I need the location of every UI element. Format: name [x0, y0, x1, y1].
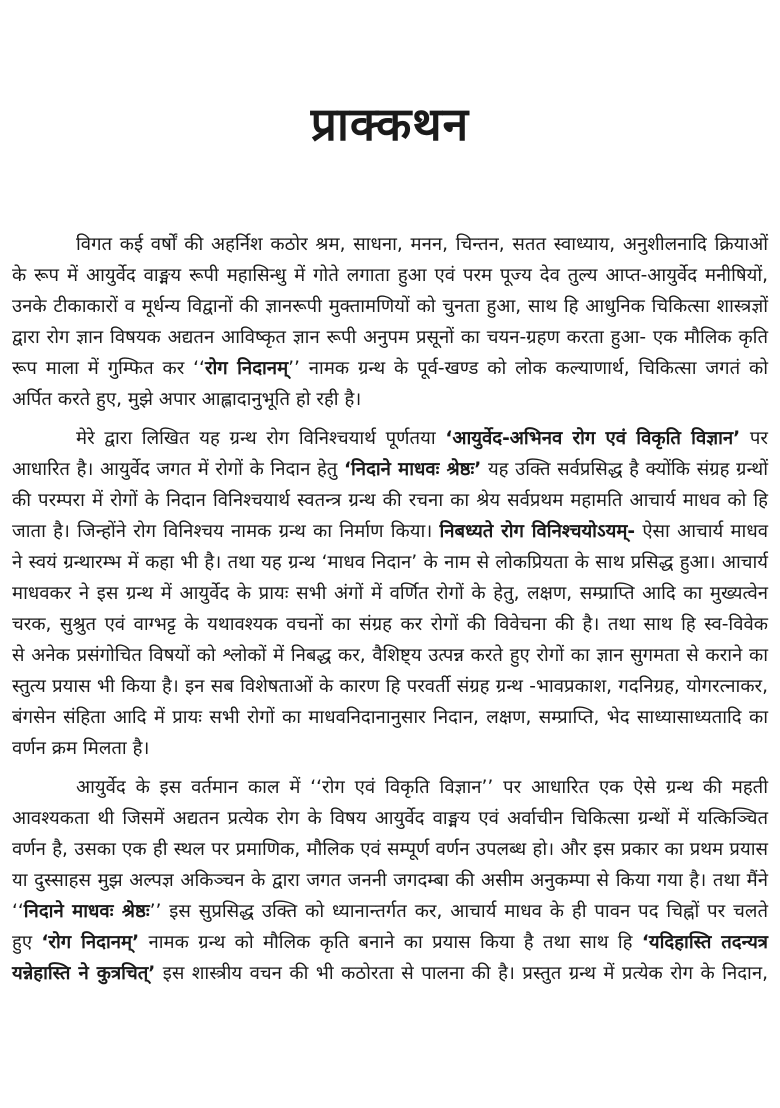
- paragraph: [12, 423, 768, 764]
- document-body: [12, 229, 768, 997]
- text: विगत कई वर्षों की अहर्निश कठोर श्रम, साधना, मनन, चिन्तन, सतत स्वाध्याय, अनुशीलनादि क्रियाओं: [76, 234, 768, 255]
- bold-text: ‘यदिहास्ति तदन्यत्र: [641, 932, 769, 953]
- text: उनके टीकाकारों व मूर्धन्य विद्वानों की ज्ञानरूपी मुक्तामणियों को चुनता हुआ, साथ हि आधुनिक चिकित्सा शास्त्रज्ञों: [12, 296, 768, 317]
- text: ‘‘: [12, 901, 24, 922]
- text: यह उक्ति सर्वप्रसिद्ध है क्योंकि संग्रह ग्रन्थों: [481, 459, 768, 480]
- text-line: [12, 485, 768, 516]
- bold-text: ‘रोग निदानम्’: [41, 932, 140, 953]
- text: पर: [740, 428, 768, 449]
- text: हुए: [12, 932, 42, 953]
- text-line: [12, 353, 768, 384]
- text-line: [12, 578, 768, 609]
- text-line: [12, 896, 768, 927]
- text-line: [12, 260, 768, 291]
- text: रूप माला में गुम्फित कर ‘‘: [12, 358, 205, 379]
- text: या दुस्साहस मुझ अल्पज्ञ अकिञ्चन के द्वारा जगत जननी जगदम्बा की असीम अनुकम्पा से किया गया है। तथा मैंने: [12, 870, 768, 891]
- text-line: [12, 640, 768, 671]
- text: आवश्यकता थी जिसमें अद्यतन प्रत्येक रोग के विषय आयुर्वेद वाङ्मय एवं अर्वाचीन चिकित्सा ग्रन्थों में यत्किञ्चित: [12, 808, 768, 829]
- text-line: [12, 927, 768, 958]
- text: के रूप में आयुर्वेद वाङ्मय रूपी महासिन्धु में गोते लगाता हुआ एवं परम पूज्य देव तुल्य आप्त-आयुर्वेद मनीषियों,: [12, 265, 768, 286]
- text-line: [12, 384, 768, 415]
- text: अर्पित करते हुए, मुझे अपार आह्लादानुभूति हो रही है।: [12, 389, 362, 410]
- text: चरक, सुश्रुत एवं वाग्भट्ट के यथावश्यक वचनों का संग्रह कर रोगों की विवेचना की है। तथा साथ हि स्व-विवेक: [12, 614, 768, 635]
- text: द्वारा रोग ज्ञान विषयक अद्यतन आविष्कृत ज्ञान रूपी अनुपम प्रसूनों का चयन-ग्रहण करता हुआ- एक मौलिक कृति: [12, 327, 768, 348]
- paragraph: [12, 772, 768, 989]
- text-line: [12, 958, 768, 989]
- text-line: [12, 733, 768, 764]
- text: से अनेक प्रसंगोचित विषयों को श्लोकों में निबद्ध कर, वैशिष्ट्य उत्पन्न करते हुए रोगों का ज्ञान सुगमता से कराने का: [12, 645, 768, 666]
- text: जाता है। जिन्होंने रोग विनिश्चय नामक ग्रन्थ का निर्माण किया।: [12, 521, 440, 542]
- text: की परम्परा में रोगों के निदान विनिश्चयार्थ स्वतन्त्र ग्रन्थ की रचना का श्रेय सर्वप्रथम महामति आचार्य माधव को हि: [12, 490, 768, 511]
- text-line: [12, 671, 768, 702]
- text-line: [12, 834, 768, 865]
- text-line: [12, 516, 768, 547]
- text: इस शास्त्रीय वचन की भी कठोरता से पालना की है। प्रस्तुत ग्रन्थ में प्रत्येक रोग के निदान,: [155, 963, 768, 984]
- bold-text: यन्नेहास्ति ने कुत्रचित्’: [12, 963, 156, 984]
- text-line: [12, 702, 768, 733]
- text-line: [12, 803, 768, 834]
- text: स्तुत्य प्रयास भी किया है। इन सब विशेषताओं के कारण हि परवर्ती संग्रह ग्रन्थ -भावप्रकाश, गदनिग्रह, योगरत्नाकर,: [12, 676, 768, 697]
- text-line: [12, 609, 768, 640]
- page-title: प्राक्कथन: [310, 97, 470, 151]
- text: वर्णन है, उसका एक ही स्थल पर प्रमाणिक, मौलिक एवं सम्पूर्ण वर्णन उपलब्ध हो। और इस प्रकार का प्रथम प्रयास: [12, 839, 768, 860]
- text: ’’ नामक ग्रन्थ के पूर्व-खण्ड को लोक कल्याणार्थ, चिकित्सा जगतं को: [288, 358, 768, 379]
- text: मेरे द्वारा लिखित यह ग्रन्थ रोग विनिश्चयार्थ पूर्णतया: [76, 428, 446, 449]
- text: माधवकर ने इस ग्रन्थ में आयुर्वेद के प्रायः सभी अंगों में वर्णित रोगों के हेतु, लक्षण, सम्प्राप्ति आदि का मुख्यत्वेन: [12, 583, 768, 604]
- text-line: [12, 423, 768, 454]
- text: ऐसा आचार्य माधव: [635, 521, 768, 542]
- text-line: [12, 291, 768, 322]
- bold-text: निदाने माधवः श्रेष्ठः: [23, 901, 150, 922]
- text: ’’ इस सुप्रसिद्ध उक्ति को ध्यानान्तर्गत कर, आचार्य माधव के ही पावन पद चिह्नों पर चलते: [149, 901, 768, 922]
- text-line: [12, 547, 768, 578]
- bold-text: रोग निदानम्: [204, 358, 289, 379]
- text: नामक ग्रन्थ को मौलिक कृति बनाने का प्रयास किया है तथा साथ हि: [139, 932, 642, 953]
- text: आयुर्वेद के इस वर्तमान काल में ‘‘रोग एवं विकृति विज्ञान’’ पर आधारित एक ऐसे ग्रन्थ की महती: [76, 777, 768, 798]
- text: बंगसेन संहिता आदि में प्रायः सभी रोगों का माधवनिदानानुसार निदान, लक्षण, सम्प्राप्ति, भेद साध्यासाध्यतादि का: [12, 707, 768, 728]
- text-line: [12, 322, 768, 353]
- text-line: [12, 772, 768, 803]
- bold-text: ‘निदाने माधवः श्रेष्ठः’: [343, 459, 482, 480]
- bold-text: निबध्यते रोग विनिश्चयोऽयम्-: [439, 521, 636, 542]
- text-line: [12, 865, 768, 896]
- text: ने स्वयं ग्रन्थारम्भ में कहा भी है। तथा यह ग्रन्थ ‘माधव निदान’ के नाम से लोकप्रियता के साथ प्रसिद्ध हुआ। आचार्य: [12, 552, 768, 573]
- text-line: [12, 454, 768, 485]
- text: आधारित है। आयुर्वेद जगत में रोगों के निदान हेतु: [12, 459, 344, 480]
- text-line: [12, 229, 768, 260]
- text: वर्णन क्रम मिलता है।: [12, 738, 150, 759]
- paragraph: [12, 229, 768, 415]
- bold-text: ‘आयुर्वेद-अभिनव रोग एवं विकृति विज्ञान’: [445, 428, 741, 449]
